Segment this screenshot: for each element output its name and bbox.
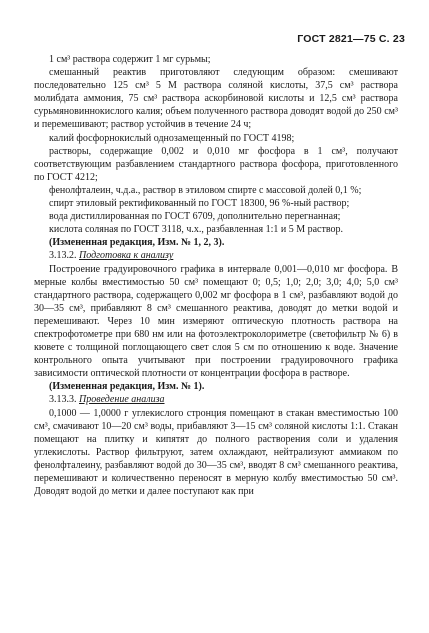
text-paragraph: 0,1000 — 1,0000 г углекислого стронция помещают в стакан вместимостью 100 см³, смачивают 10—20 см³ воды, прибавляют 3—15 см³ соляной кислоты 1:1. Стакан помещают на плитку и кипятят до полного растворения соли и удаления углекислоты. Раствор фильтруют, затем охлаждают, нейтрализуют аммиаком по фенолфталеину, разбавляют водой до 30—35 см³, вводят 8 см³ смешанного реактива, перемешивают и количественно переносят в мерную колбу вместимостью 50 см³. Доводят водой до метки и далее поступают как при: [34, 407, 398, 498]
section-heading: [34, 393, 398, 406]
section-title: Подготовка к анализу: [79, 250, 174, 262]
running-header: ГОСТ 2821—75 С. 23: [297, 33, 405, 45]
document-body: [34, 53, 398, 498]
section-title: Проведение анализа: [79, 394, 165, 406]
amendment-note: (Измененная редакция, Изм. № 1).: [49, 381, 205, 393]
text-paragraph: кислота соляная по ГОСТ 3118, ч.х., разбавленная 1:1 и 5 М раствор.: [49, 224, 343, 236]
section-number: 3.13.2.: [49, 250, 77, 262]
amendment-note: (Измененная редакция, Изм. № 1, 2, 3).: [49, 237, 225, 249]
text-paragraph: калий фосфорнокислый однозамещенный по ГОСТ 4198;: [49, 132, 295, 144]
text-paragraph: растворы, содержащие 0,002 и 0,010 мг фосфора в 1 см³, получают соответствующим разбавлением стандартного раствора фосфора, приготовленного по ГОСТ 4212;: [34, 145, 398, 183]
text-paragraph: спирт этиловый ректификованный по ГОСТ 18300, 96 %-ный раствор;: [49, 198, 350, 210]
text-paragraph: вода дистиллированная по ГОСТ 6709, дополнительно перегнанная;: [49, 211, 341, 223]
section-number: 3.13.3.: [49, 394, 77, 406]
text-paragraph: Построение градуировочного графика в интервале 0,001—0,010 мг фосфора. В мерные колбы вместимостью 50 см³ помещают 0; 0,5; 1,0; 2,0; 3,0; 4,0; 5,0 см³ стандартного раствора, содержащего 0,002 мг фосфора в 1 см³, разбавляют водой до 30—35 см³, прибавляют 8 см³ смешанного реактива, доводят до метки водой и перемешивают. Через 10 мин измеряют оптическую плотность раствора на спектрофотометре при 680 нм или на фотоэлектроколориметре (светофильтр № 6) в кювете с толщиной поглощающего свет слоя 5 см по отношению к воде. Значение контрольного опыта учитывают при построении градуировочного графика зависимости оптической плотности от концентрации фосфора в растворе.: [34, 263, 398, 380]
text-paragraph: смешанный реактив приготовляют следующим образом: смешивают последовательно 125 см³ 5 М раствора соляной кислоты, 37,5 см³ раствора молибдата аммония, 75 см³ раствора аскорбиновой кислоты и 12,5 см³ раствора сурьмяновиннокислого калия; объем полученного раствора доводят водой до 250 см³ и перемешивают; раствор устойчив в течение 24 ч;: [34, 67, 398, 131]
text-paragraph: фенолфталеин, ч.д.а., раствор в этиловом спирте с массовой долей 0,1 %;: [49, 184, 362, 196]
text-paragraph: 1 см³ раствора содержит 1 мг сурьмы;: [49, 54, 211, 65]
section-heading: [34, 249, 398, 262]
